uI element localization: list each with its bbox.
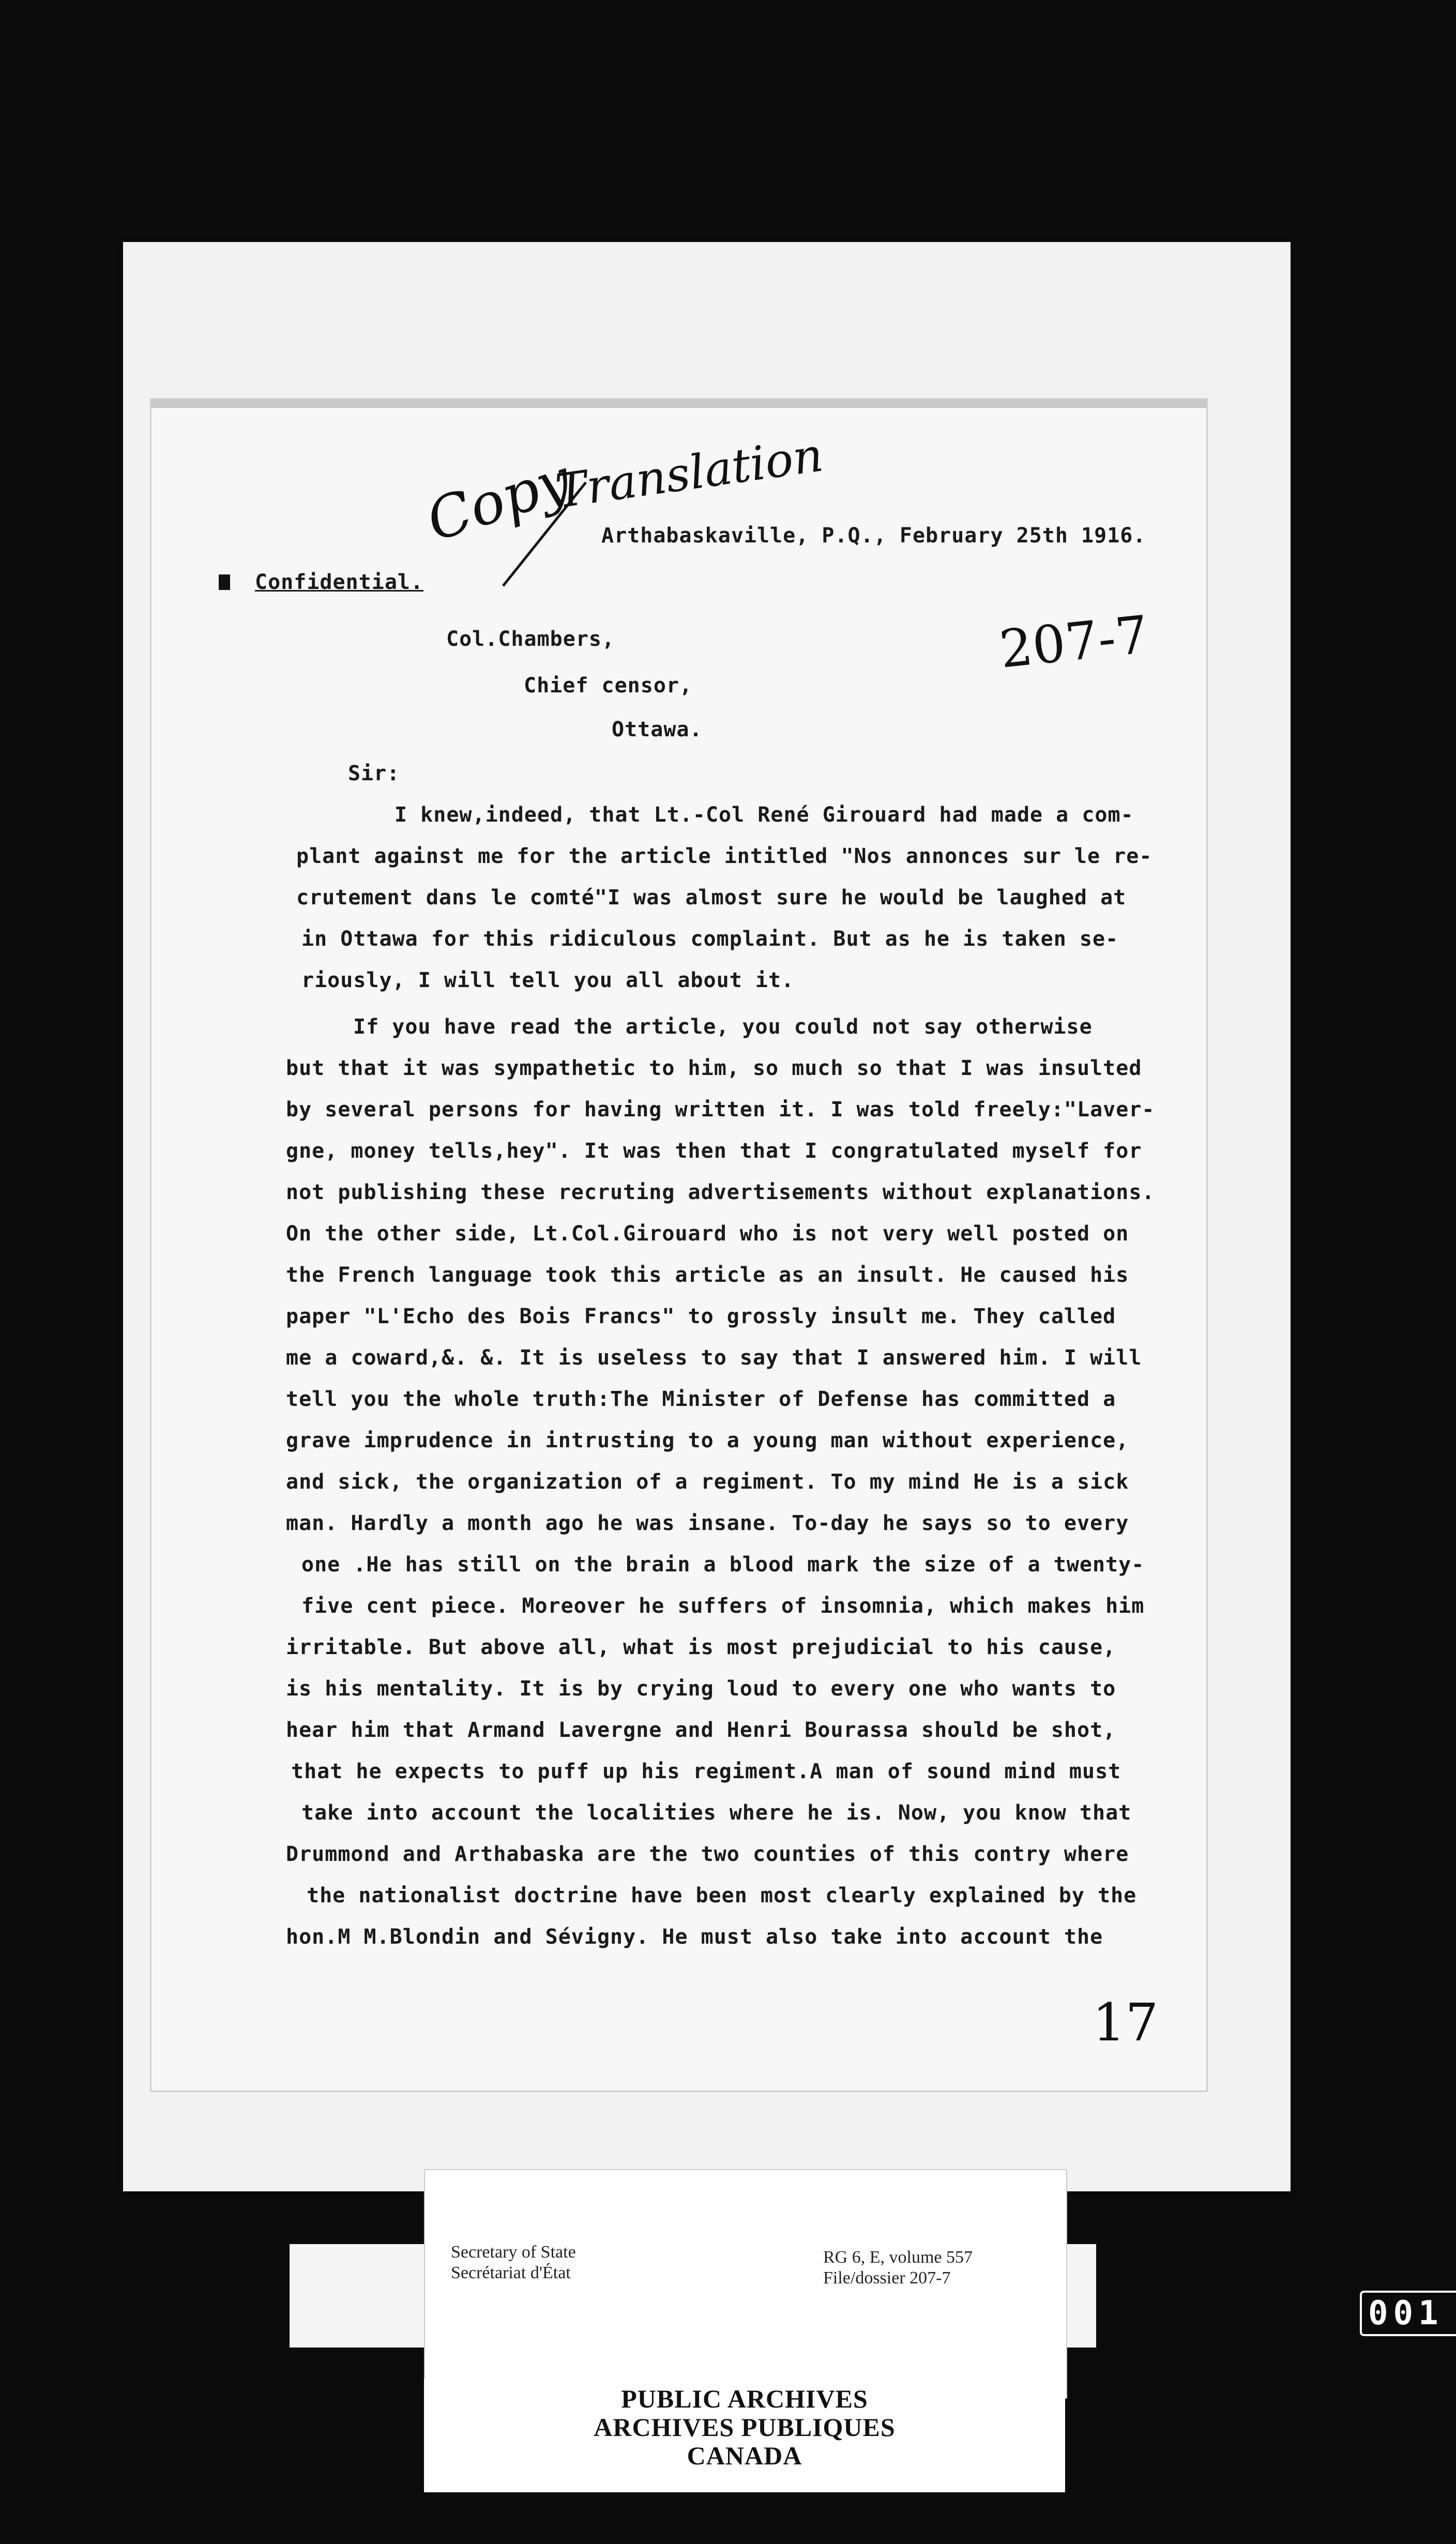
department-en: Secretary of State	[451, 2243, 576, 2262]
letter-page	[150, 398, 1208, 2092]
body-line: irritable. But above all, what is most prejudicial to his cause,	[286, 1636, 1116, 1659]
body-line: Drummond and Arthabaska are the two counties of this contry where	[286, 1842, 1129, 1866]
handwritten-page-mark: 17	[1093, 1992, 1159, 2053]
body-line: hear him that Armand Lavergne and Henri Bourassa should be shot,	[286, 1718, 1116, 1742]
body-line: On the other side, Lt.Col.Girouard who is not very well posted on	[286, 1222, 1129, 1246]
body-line: the French language took this article as an insult. He caused his	[286, 1263, 1129, 1287]
body-line: in Ottawa for this ridiculous complaint. But as he is taken se-	[301, 927, 1119, 951]
body-line: me a coward,&. &. It is useless to say that I answered him. I will	[286, 1346, 1142, 1370]
body-line: by several persons for having written it. I was told freely:"Laver-	[286, 1098, 1155, 1122]
confidential-heading: Confidential.	[255, 570, 424, 594]
addressee-line-1: Col.Chambers,	[446, 627, 615, 651]
archive-label	[424, 2169, 1067, 2399]
archives-line-2: ARCHIVES PUBLIQUES	[594, 2413, 896, 2442]
handwritten-copy: Copy	[419, 446, 579, 554]
body-line: is his mentality. It is by crying loud to every one who wants to	[286, 1677, 1116, 1701]
body-line: If you have read the article, you could not say otherwise	[353, 1015, 1093, 1039]
place-date: Arthabaskaville, P.Q., February 25th 1916.	[601, 524, 1146, 548]
handwritten-translation: Translation	[552, 428, 827, 519]
addressee-line-3: Ottawa.	[612, 718, 703, 741]
body-line: paper "L'Echo des Bois Francs" to grossly insult me. They called	[286, 1305, 1116, 1328]
body-line: gne, money tells,hey". It was then that I congratulated myself for	[286, 1139, 1142, 1163]
department-fr: Secrétariat d'État	[451, 2263, 571, 2282]
archives-line-3: CANADA	[687, 2441, 802, 2470]
body-line: that he expects to puff up his regiment.A man of sound mind must	[291, 1760, 1121, 1783]
body-line: grave imprudence in intrusting to a young man without experience,	[286, 1429, 1129, 1452]
body-line: hon.M M.Blondin and Sévigny. He must also take into account the	[286, 1925, 1103, 1949]
body-line: the nationalist doctrine have been most clearly explained by the	[307, 1884, 1137, 1907]
body-line: one .He has still on the brain a blood mark the size of a twenty-	[301, 1553, 1145, 1577]
reference-volume: RG 6, E, volume 557	[823, 2248, 973, 2267]
body-line: tell you the whole truth:The Minister of Defense has committed a	[286, 1387, 1116, 1411]
body-line: five cent piece. Moreover he suffers of insomnia, which makes him	[301, 1594, 1145, 1618]
body-line: crutement dans le comté"I was almost sure he would be laughed at	[296, 886, 1127, 910]
body-line: but that it was sympathetic to him, so much so that I was insulted	[286, 1056, 1142, 1080]
body-line: and sick, the organization of a regiment. To my mind He is a sick	[286, 1470, 1129, 1494]
handwritten-file-number: 207-7	[996, 604, 1151, 680]
reference-file: File/dossier 207-7	[823, 2268, 951, 2288]
body-line: I knew,indeed, that Lt.-Col René Girouard had made a com-	[395, 803, 1134, 827]
addressee-line-2: Chief censor,	[524, 674, 693, 698]
body-line: take into account the localities where he is. Now, you know that	[301, 1801, 1132, 1825]
body-line: not publishing these recruting advertisements without explanations.	[286, 1180, 1155, 1204]
body-line: man. Hardly a month ago he was insane. To-day he says so to every	[286, 1511, 1129, 1535]
letter-body	[151, 400, 1206, 2091]
archives-line-1: PUBLIC ARCHIVES	[621, 2384, 868, 2413]
body-line: riously, I will tell you all about it.	[301, 968, 795, 992]
salutation: Sir:	[348, 762, 400, 785]
body-line: plant against me for the article intitled "Nos annonces sur le re-	[296, 844, 1152, 868]
frame-number: 001	[1360, 2291, 1456, 2336]
